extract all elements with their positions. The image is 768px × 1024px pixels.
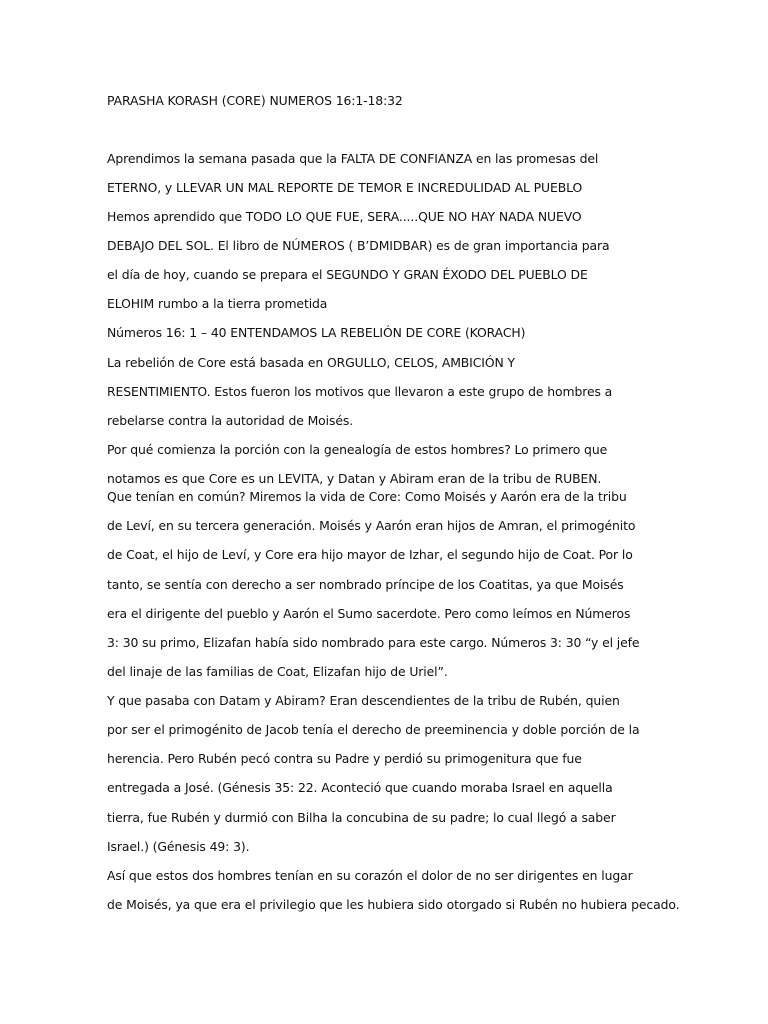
text-line: tanto, se sentía con derecho a ser nombrado príncipe de los Coatitas, ya que Moisés: [107, 577, 624, 592]
text-line: Así que estos dos hombres tenían en su corazón el dolor de no ser dirigentes en lugar: [107, 868, 633, 883]
text-line: DEBAJO DEL SOL. El libro de NÚMEROS ( B’DMIDBAR) es de gran importancia para: [107, 238, 610, 253]
text-line: Aprendimos la semana pasada que la FALTA DE CONFIANZA en las promesas del: [107, 151, 599, 166]
text-line: Y que pasaba con Datam y Abiram? Eran descendientes de la tribu de Rubén, quien: [107, 693, 620, 708]
text-line: ELOHIM rumbo a la tierra prometida: [107, 296, 328, 311]
text-line: Por qué comienza la porción con la genealogía de estos hombres? Lo primero que: [107, 442, 608, 457]
text-line: herencia. Pero Rubén pecó contra su Padre y perdió su primogenitura que fue: [107, 751, 582, 766]
text-line: tierra, fue Rubén y durmió con Bilha la concubina de su padre; lo cual llegó a saber: [107, 810, 616, 825]
text-line: notamos es que Core es un LEVITA, y Datan y Abiram eran de la tribu de RUBEN.: [107, 471, 602, 486]
text-line: rebelarse contra la autoridad de Moisés.: [107, 413, 354, 428]
text-line: por ser el primogénito de Jacob tenía el derecho de preeminencia y doble porción de la: [107, 722, 640, 737]
section-heading: Números 16: 1 – 40 ENTENDAMOS LA REBELIÓN DE CORE (KORACH): [107, 325, 526, 340]
text-line: 3: 30 su primo, Elizafan había sido nombrado para este cargo. Números 3: 30 “y el jefe: [107, 635, 640, 650]
text-line: de Leví, en su tercera generación. Moisés y Aarón eran hijos de Amran, el primogénito: [107, 518, 636, 533]
text-line: el día de hoy, cuando se prepara el SEGUNDO Y GRAN ÉXODO DEL PUEBLO DE: [107, 267, 588, 282]
text-line: entregada a José. (Génesis 35: 22. Aconteció que cuando moraba Israel en aquella: [107, 780, 613, 795]
text-line: de Moisés, ya que era el privilegio que les hubiera sido otorgado si Rubén no hubiera pecado.: [107, 897, 680, 912]
text-line: era el dirigente del pueblo y Aarón el Sumo sacerdote. Pero como leímos en Números: [107, 606, 631, 621]
text-line: Que tenían en común? Miremos la vida de Core: Como Moisés y Aarón era de la tribu: [107, 489, 627, 504]
text-line: de Coat, el hijo de Leví, y Core era hijo mayor de Izhar, el segundo hijo de Coat. Por lo: [107, 547, 633, 562]
text-line: ETERNO, y LLEVAR UN MAL REPORTE DE TEMOR E INCREDULIDAD AL PUEBLO: [107, 180, 583, 195]
text-line: Israel.) (Génesis 49: 3).: [107, 839, 250, 854]
text-line: Hemos aprendido que TODO LO QUE FUE, SERA.....QUE NO HAY NADA NUEVO: [107, 209, 582, 224]
text-line: del linaje de las familias de Coat, Elizafan hijo de Uriel”.: [107, 664, 448, 679]
text-line: La rebelión de Core está basada en ORGULLO, CELOS, AMBICIÓN Y: [107, 355, 515, 370]
text-line: RESENTIMIENTO. Estos fueron los motivos que llevaron a este grupo de hombres a: [107, 384, 613, 399]
document-title: PARASHA KORASH (CORE) NUMEROS 16:1-18:32: [107, 93, 403, 108]
